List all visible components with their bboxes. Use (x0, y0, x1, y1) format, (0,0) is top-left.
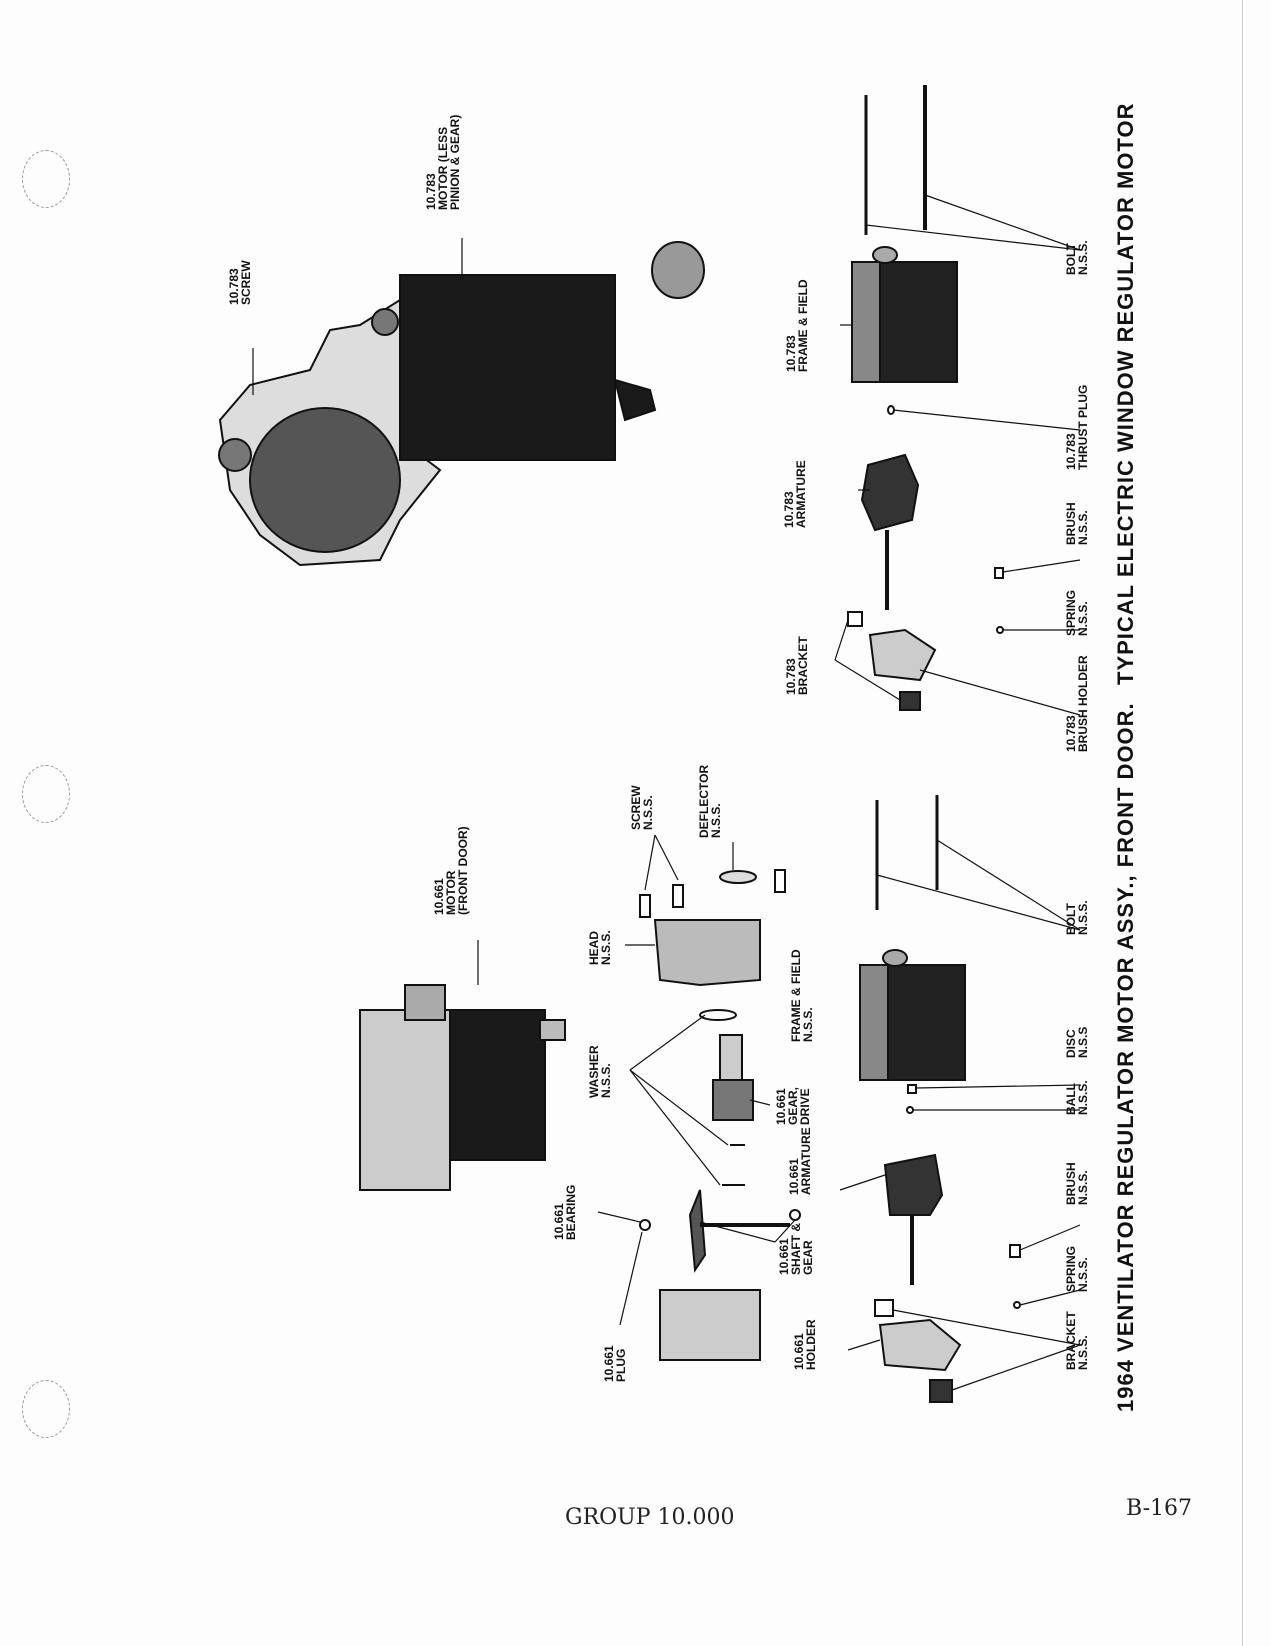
label-vent-deflector: DEFLECTOR N.S.S. (697, 764, 723, 838)
label-vent-armature: 10.661 ARMATURE (787, 1127, 813, 1195)
footer-group-number: GROUP 10.000 (565, 1505, 735, 1530)
label-vent-washer: WASHER N.S.S. (587, 1045, 613, 1098)
label-vent-bracket: BRACKET N.S.S. (1064, 1311, 1090, 1370)
label-window-bracket: 10.783 BRACKET (784, 636, 810, 695)
ventilator-motor-exploded-parts (640, 795, 1020, 1402)
label-vent-screw: SCREW N.S.S. (629, 785, 655, 830)
label-window-motor: 10.783 MOTOR (LESS PINION & GEAR) (424, 114, 462, 210)
label-window-screw: 10.783 SCREW (227, 260, 253, 305)
label-window-armature: 10.783 ARMATURE (782, 460, 808, 528)
label-vent-frame-field: FRAME & FIELD N.S.S. (789, 949, 815, 1042)
label-vent-gear-drive: 10.661 GEAR, DRIVE (774, 1086, 812, 1125)
label-vent-disc: DISC N.S.S (1064, 1026, 1090, 1058)
label-vent-spring: SPRING N.S.S. (1064, 1245, 1090, 1292)
label-vent-brush: BRUSH N.S.S. (1064, 1162, 1090, 1205)
window-motor-assembly-illustration (219, 242, 704, 565)
caption-electric-window-motor: TYPICAL ELECTRIC WINDOW REGULATOR MOTOR (1113, 102, 1138, 685)
ventilator-motor-assembly-illustration (360, 985, 565, 1190)
label-vent-bearing: 10.661 BEARING (552, 1184, 578, 1240)
label-window-thrust-plug: 10.783 THRUST PLUG (1064, 384, 1090, 470)
footer-page-number: B-167 (1126, 1496, 1192, 1521)
label-vent-holder: 10.661 HOLDER (792, 1319, 818, 1370)
label-window-brush-holder: 10.783 BRUSH HOLDER (1064, 655, 1090, 752)
window-motor-exploded-parts (848, 85, 1003, 710)
label-vent-plug: 10.661 PLUG (602, 1345, 628, 1382)
label-vent-motor: 10.661 MOTOR (FRONT DOOR) (432, 826, 470, 915)
label-window-bolt: BOLT N.S.S. (1064, 240, 1090, 275)
label-window-frame-field: 10.783 FRAME & FIELD (784, 279, 810, 372)
label-window-spring: SPRING N.S.S. (1064, 589, 1090, 636)
label-vent-bolt: BOLT N.S.S. (1064, 900, 1090, 935)
label-vent-ball: BALL N.S.S. (1064, 1080, 1090, 1115)
caption-ventilator-motor: 1964 VENTILATOR REGULATOR MOTOR ASSY., FRONT DOOR. (1113, 702, 1138, 1412)
label-window-brush: BRUSH N.S.S. (1064, 502, 1090, 545)
label-vent-shaft-gear: 10.661 SHAFT & GEAR (777, 1223, 815, 1275)
label-vent-head: HEAD N.S.S. (587, 930, 613, 965)
